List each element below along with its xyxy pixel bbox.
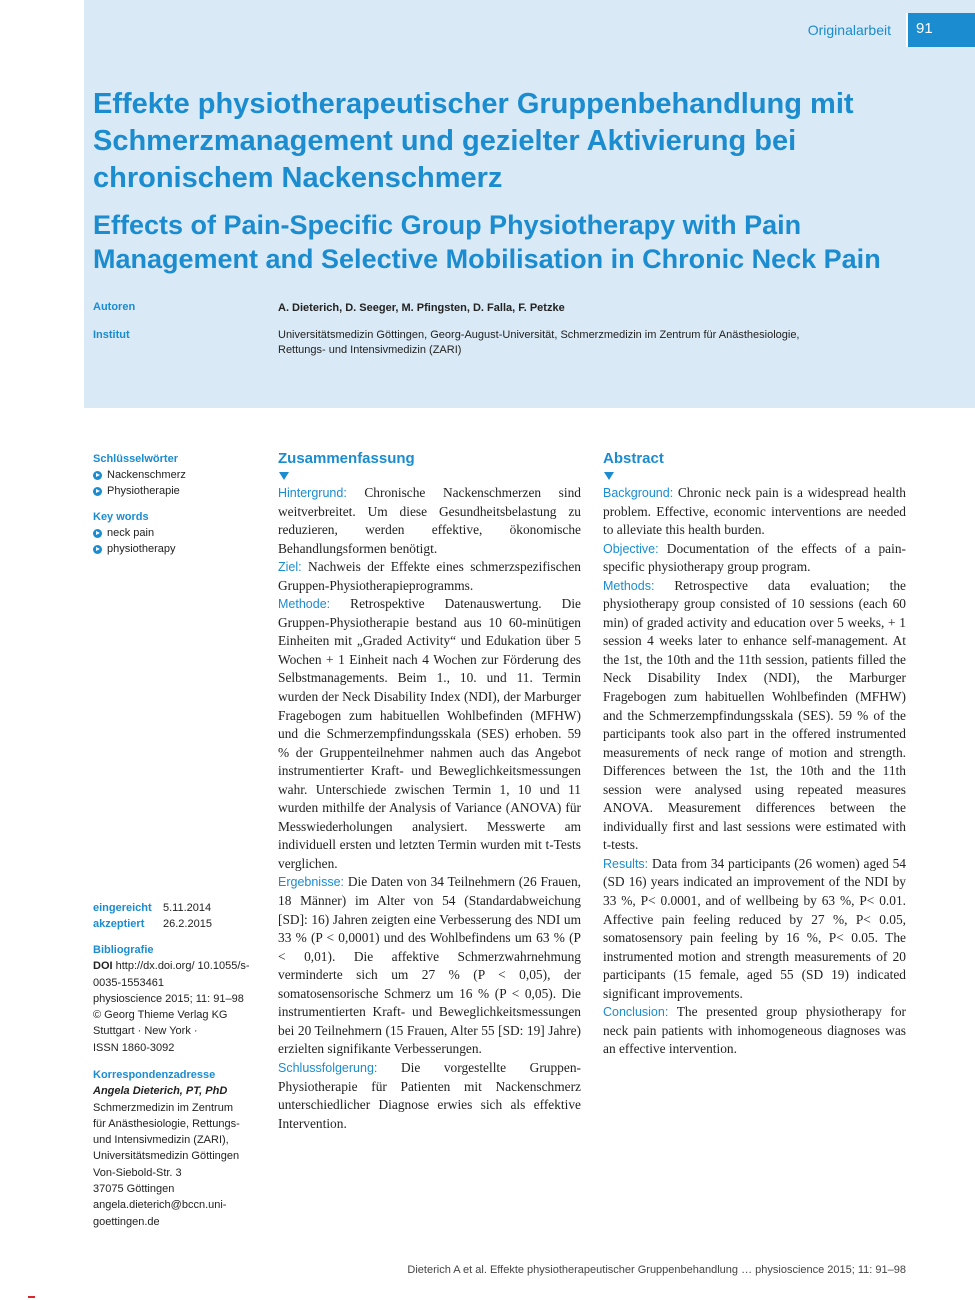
section-text: Chronic neck pain is a widespread health problem. Effective, economic interventions are needed to alleviate this health burden. <box>603 485 906 538</box>
abstract-section <box>603 577 906 855</box>
bullet-arrow-icon <box>93 487 102 496</box>
abstract-english <box>603 450 906 1059</box>
address-line: Universitätsmedizin Göttingen <box>93 1150 240 1163</box>
section-label: Hintergrund: <box>278 486 347 500</box>
section-text: The presented group physiotherapy for neck pain patients with inhomogeneous diagnoses was an effective intervention. <box>603 1004 906 1057</box>
bullet-arrow-icon <box>93 471 102 480</box>
keyword-item <box>93 541 258 557</box>
keyword-item <box>93 483 258 499</box>
abstract-section <box>278 873 581 1058</box>
page-footer: Dieterich A et al. Effekte physiotherapeutischer Gruppenbehandlung … physioscience 2015; 11: 91–98 <box>407 1264 906 1276</box>
section-text: Nachweis der Effekte eines schmerzspezifischen Gruppen-Physiotherapieprogramms. <box>278 559 581 593</box>
abstract-german-heading: Zusammenfassung <box>278 450 415 467</box>
publisher: © Georg Thieme Verlag KG <box>93 1009 228 1022</box>
institute: Universitätsmedizin Göttingen, Georg-August-Universität, Schmerzmedizin im Zentrum für Anästhesiologie, Rettungs- und Intensivmedizin (ZARI) <box>278 329 800 356</box>
page-number: 91 <box>916 20 933 37</box>
doi-link[interactable]: http://dx.doi.org/ 10.1055/s-0035-1553461 <box>93 960 250 989</box>
section-text: Retrospective data evaluation; the physiotherapy group consisted of 10 sessions (each 60 min) of graded activity and education over 5 weeks, + 1 session 4 weeks later to enhance self-management. At the 1st, the 10th and the 11th session, patients filled the Neck Disability Index (NDI), the Marburger Fragebogen zum habituellen Wohlbefinden (MFHW) and the Schmerzempfindungsskala (SES). 59 % of the participants took also part in the offered instrumented measurements of neck range of motion and strength. Differences between the 1st, the 10th and the 11th session were analysed using repeated measures ANOVA. Measurement differences between the individually first and last sessions were estimated with t-tests. <box>603 577 906 853</box>
authors-label: Autoren <box>93 301 136 313</box>
section-label: Background: <box>603 486 674 500</box>
address-line: für Anästhesiologie, Rettungs- <box>93 1117 240 1130</box>
section-label: Conclusion: <box>603 1005 669 1020</box>
accepted-date: 26.2.2015 <box>163 918 212 930</box>
bullet-arrow-icon <box>93 545 102 554</box>
arrow-down-icon <box>604 472 614 480</box>
corner-mark <box>28 1296 35 1298</box>
abstract-section <box>278 558 581 595</box>
address-line: 37075 Göttingen <box>93 1183 175 1196</box>
arrow-down-icon <box>279 472 289 480</box>
abstract-german <box>278 450 581 1133</box>
received-label: eingereicht <box>93 902 152 914</box>
keyword-item <box>93 467 258 483</box>
section-label: Results: <box>603 856 649 871</box>
abstract-section <box>603 855 906 1003</box>
title-english: Effects of Pain-Specific Group Physiotherapy with Pain Management and Selective Mobilisation in Chronic Neck Pain <box>93 210 881 274</box>
keywords-de-label: Schlüsselwörter <box>93 453 178 465</box>
section-text: Die Daten von 34 Teilnehmern (26 Frauen, 18 Männer) im Alter von 54 (Standardabweichung [SD]: 16) Jahren zeigten eine Verbesserung des NDI um 33 % (P < 0,0001) und des Wohlbefindens um 63 % (P < 0,01). Die affektive Schmerzwahrnehmung verminderte sich um 27 % (P < 0,05), der somatosensorische Schmerz um 16 % (P < 0,05). Die instrumentierten Kraft- und Beweglichkeitsmessungen bei 20 Teilnehmern (15 Frauen, Alter 55 [SD: 19] Jahre) erzielten signifikante Verbesserungen. <box>278 874 581 1057</box>
keyword-text: neck pain <box>107 527 155 539</box>
citation: physioscience 2015; 11: 91–98 <box>93 992 244 1005</box>
publisher-city: Stuttgart · New York · <box>93 1025 198 1038</box>
section-text: Data from 34 participants (26 women) aged 54 (SD 16) years indicated an improvement of the NDI by 33 %, P< 0.0001, and of wellbeing by 63 %, P< 0.01. Affective pain feeling reduced by 27 %, P< 0.05, somatosensory pain feeling by 16 %, P< 0.05. The instrumented motion and strength measurements of 20 participants (15 female, aged 55 (SD 19) indicated significant improvements. <box>603 855 906 1001</box>
email-line[interactable]: goettingen.de <box>93 1215 160 1228</box>
section-label: Methods: <box>603 578 655 593</box>
address-line: Von-Siebold-Str. 3 <box>93 1166 182 1179</box>
issn: ISSN 1860-3092 <box>93 1041 175 1054</box>
accepted-label: akzeptiert <box>93 918 145 930</box>
correspondence-label: Korrespondenzadresse <box>93 1069 216 1081</box>
abstract-section <box>278 595 581 873</box>
authors: A. Dieterich, D. Seeger, M. Pfingsten, D. Falla, F. Petzke <box>278 302 565 314</box>
keyword-item <box>93 525 258 541</box>
section-label: Schlussfolgerung: <box>278 1060 378 1075</box>
keyword-text: Nackenschmerz <box>107 469 186 481</box>
abstract-section <box>603 484 906 540</box>
bullet-arrow-icon <box>93 529 102 538</box>
bibliography <box>93 942 263 1056</box>
keyword-text: Physiotherapie <box>107 485 180 497</box>
section-label: Originalarbeit <box>807 22 891 38</box>
section-text: Documentation of the effects of a pain-specific physiotherapy group program. <box>603 540 906 575</box>
bibliography-label: Bibliografie <box>93 944 154 956</box>
abstract-section <box>278 1059 581 1133</box>
doi-label: DOI <box>93 960 113 973</box>
email-line[interactable]: angela.dieterich@bccn.uni- <box>93 1199 227 1212</box>
abstract-english-heading: Abstract <box>603 450 664 467</box>
section-label: Objective: <box>603 541 659 556</box>
keyword-text: physiotherapy <box>107 543 176 555</box>
section-label: Ergebnisse: <box>278 875 345 890</box>
keywords-en-label: Key words <box>93 511 149 523</box>
address-line: und Intensivmedizin (ZARI), <box>93 1134 229 1147</box>
received-date: 5.11.2014 <box>163 902 212 914</box>
abstract-section <box>603 540 906 577</box>
section-text: Chronische Nackenschmerzen sind weitverbreitet. Um diese Gesundheitsbelastung zu reduzieren, werden effektive, ökonomische Behandlungsformen benötigt. <box>278 485 581 556</box>
section-label: Ziel: <box>278 560 302 575</box>
section-text: Retrospektive Datenauswertung. Die Gruppen-Physiotherapie bestand aus 10 60-minütigen Einheiten mit „Graded Activity“ und Edukation über 5 Wochen + 1 Einheit nach 4 Wochen zur Förderung des Selbstmanagements. Beim 1., 10. und 11. Termin wurden der Neck Disability Index (NDI), der Marburger Fragebogen zum habituellen Wohlbefinden (MFHW) und die Schmerzempfindungsskala (SES) erhoben. 59 % der Gruppenteilnehmer nahmen auch das Angebot instrumentierter Kraft- und Beweglichkeitsmessungen wahr. Unterschiede zwischen Termin 1, 10 und 11 wurden mithilfe der Analysis of Variance (ANOVA) für Messwiederholungen analysiert. Messwerte am individuell ersten und letzten Termin wurden mit t-Tests verglichen. <box>278 596 581 871</box>
institute-label: Institut <box>93 329 130 341</box>
section-label: Methode: <box>278 597 331 612</box>
section-text: Die vorgestellte Gruppen-Physiotherapie für Patienten mit Nackenschmerz unterschiedlicher Diagnose erwies sich als effektive Intervention. <box>278 1059 581 1131</box>
abstract-section <box>278 484 581 558</box>
abstract-section <box>603 1003 906 1059</box>
correspondence <box>93 1067 263 1230</box>
title-german: Effekte physiotherapeutischer Gruppenbehandlung mit Schmerzmanagement und gezielter Aktivierung bei chronischem Nackenschmerz <box>93 88 854 194</box>
submission-dates <box>93 900 263 932</box>
correspondence-name: Angela Dieterich, PT, PhD <box>93 1085 228 1098</box>
sidebar <box>93 451 258 557</box>
address-line: Schmerzmedizin im Zentrum <box>93 1101 233 1114</box>
page-number-box <box>906 13 975 47</box>
